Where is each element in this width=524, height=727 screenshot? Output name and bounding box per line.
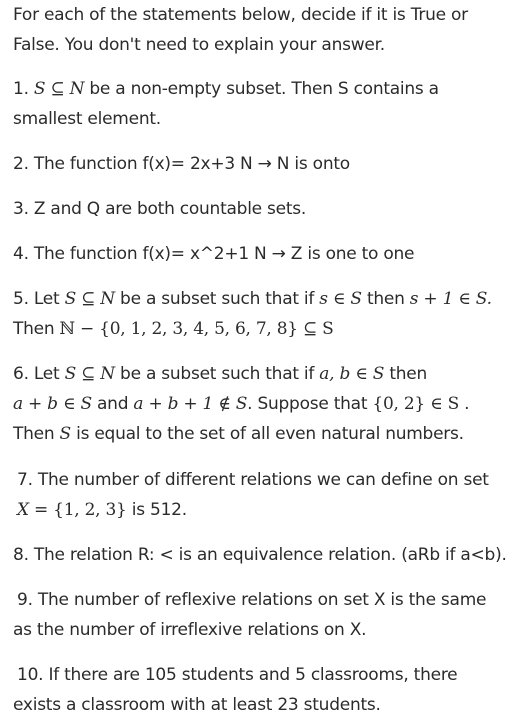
question-6-set02-math: {0, 2} ∈ S xyxy=(372,394,460,414)
question-5-set-diff-math: ℕ − {0, 1, 2, 3, 4, 5, 6, 7, 8} ⊆ S xyxy=(59,319,334,339)
question-7-line-2 xyxy=(17,495,522,525)
question-3 xyxy=(13,194,518,224)
question-6-sum-math: a + b ∈ S xyxy=(13,394,92,414)
question-1-line-2: smallest element. xyxy=(13,109,161,129)
question-7-line-1: 7. The number of different relations we can define on set xyxy=(17,470,489,490)
question-6-rest: is equal to the set of all even natural numbers. xyxy=(70,424,464,444)
question-4 xyxy=(13,239,518,269)
question-5-set-math: S ⊆ N xyxy=(64,289,115,309)
question-6-then-label: Then xyxy=(13,424,60,444)
question-1-line-1 xyxy=(13,74,518,104)
question-6-and: and xyxy=(91,394,134,414)
question-7-x-math: X xyxy=(17,500,29,520)
question-1-text: be a non-empty subset. Then S contains a xyxy=(84,79,439,99)
intro-line-1: For each of the statements below, decide if it is True or xyxy=(13,5,468,25)
question-6-set-math: S ⊆ N xyxy=(64,364,115,384)
question-1-set-math: S ⊆ N xyxy=(33,79,85,99)
question-10-line-2: exists a classroom with at least 23 students. xyxy=(13,695,381,715)
question-10-line-1: 10. If there are 105 students and 5 classrooms, there xyxy=(17,665,458,685)
question-9-line-2: as the number of irreflexive relations on X. xyxy=(13,620,367,640)
question-5-cond-math: s ∈ S xyxy=(319,289,362,309)
intro-paragraph xyxy=(13,0,518,60)
question-6-s-math: S xyxy=(59,424,71,444)
question-6-cond-math: a, b ∈ S xyxy=(319,364,385,384)
question-5-then-label: Then xyxy=(13,319,60,339)
question-5 xyxy=(13,284,518,344)
question-5-concl-math: s + 1 ∈ S. xyxy=(409,289,492,309)
question-6 xyxy=(13,359,518,449)
question-1 xyxy=(13,74,518,134)
question-10 xyxy=(13,660,522,720)
question-6-line-2 xyxy=(13,389,518,419)
question-5-mid: be a subset such that if xyxy=(114,289,320,309)
question-8 xyxy=(13,540,518,570)
question-7-eq-math: = xyxy=(28,500,54,520)
question-5-line-2 xyxy=(13,314,518,344)
question-7-rest: is 512. xyxy=(126,500,187,520)
question-6-suppose: . Suppose that xyxy=(247,394,373,414)
question-6-period: . xyxy=(459,394,470,414)
question-6-pre: 6. Let xyxy=(13,364,65,384)
question-9 xyxy=(13,585,522,645)
question-7-set-math: {1, 2, 3} xyxy=(53,500,127,520)
question-2-text: 2. The function f(x)= 2x+3 N → N is onto xyxy=(13,154,350,174)
question-6-line-1 xyxy=(13,359,518,389)
question-5-pre: 5. Let xyxy=(13,289,65,309)
question-6-then: then xyxy=(384,364,427,384)
question-5-line-1 xyxy=(13,284,518,314)
question-1-number: 1. xyxy=(13,79,29,99)
question-8-text: 8. The relation R: < is an equivalence relation. (aRb if a<b). xyxy=(13,545,507,565)
question-4-text: 4. The function f(x)= x^2+1 N → Z is one to one xyxy=(13,244,415,264)
question-5-then: then xyxy=(361,289,410,309)
question-6-line-3 xyxy=(13,419,518,449)
question-9-line-1: 9. The number of reflexive relations on set X is the same xyxy=(17,590,487,610)
question-2 xyxy=(13,149,518,179)
question-3-text: 3. Z and Q are both countable sets. xyxy=(13,199,307,219)
intro-line-2: False. You don't need to explain your answer. xyxy=(13,35,385,55)
question-6-mid: be a subset such that if xyxy=(114,364,320,384)
question-7 xyxy=(17,465,522,525)
question-6-sum1-math: a + b + 1 ∉ S xyxy=(133,394,248,414)
